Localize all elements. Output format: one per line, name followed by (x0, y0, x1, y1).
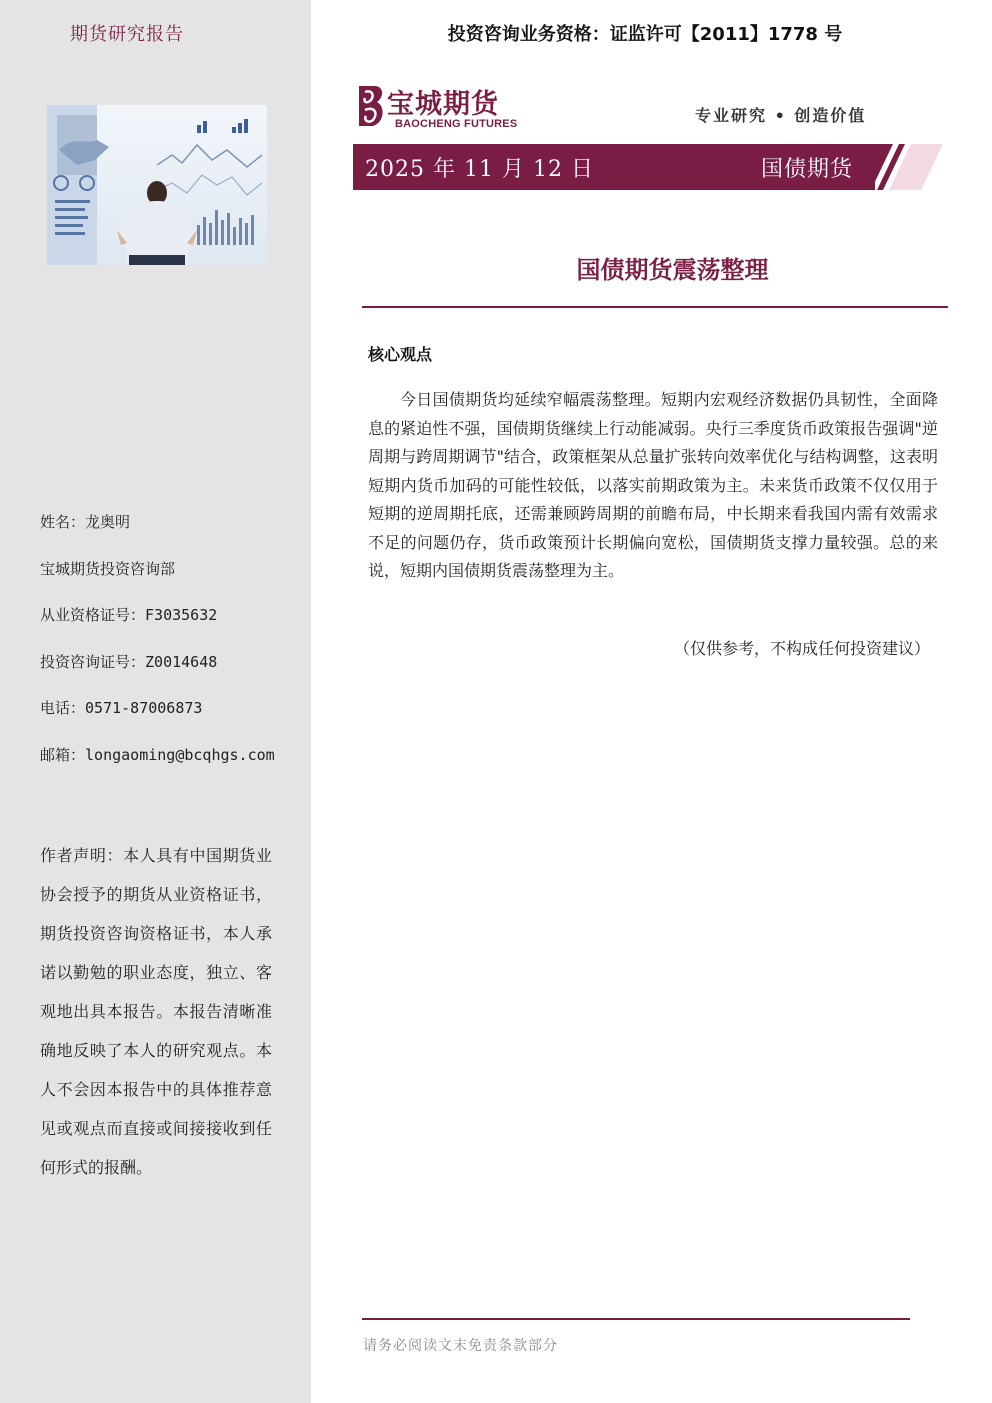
section-heading: 核心观点 (368, 345, 433, 364)
title-divider (362, 306, 948, 308)
author-name-row (40, 508, 290, 555)
report-type-label: 期货研究报告 (70, 24, 184, 45)
banner-stripes-decoration (853, 144, 943, 190)
qualification-number: F3035632 (145, 606, 218, 625)
report-title: 国债期货震荡整理 (576, 256, 769, 284)
author-name-label: 姓名： (40, 513, 86, 531)
businessman-chart-illustration (47, 105, 267, 265)
author-department-row (40, 555, 290, 602)
qualification-label: 从业资格证号： (40, 606, 146, 625)
phone-number: 0571-87006873 (85, 699, 203, 718)
author-info (40, 508, 290, 788)
phone-row (40, 694, 290, 741)
report-date: 2025 年 11 月 12 日 (365, 157, 594, 182)
phone-label: 电话： (40, 699, 86, 718)
consult-row (40, 648, 290, 695)
author-department: 宝城期货投资咨询部 (40, 559, 176, 578)
date-banner (353, 144, 943, 190)
email-address: longaoming@bcqhgs.com (85, 745, 275, 764)
sidebar (0, 0, 311, 1403)
consult-number: Z0014648 (145, 652, 218, 671)
footer-text: 请务必阅读文末免责条款部分 (363, 1338, 558, 1354)
company-logo (353, 82, 528, 132)
author-name: 龙奥明 (85, 513, 131, 531)
author-statement: 作者声明：本人具有中国期货业协会授予的期货从业资格证书，期货投资咨询资格证书，本人承诺以勤勉的职业态度，独立、客观地出具本报告。本报告清晰准确地反映了本人的研究观点。本人不会因本报告中的具体推荐意见或观点而直接或间接接收到任何形式的报酬。 (40, 846, 272, 1177)
consult-label: 投资咨询证号： (40, 652, 146, 671)
qualification-row (40, 601, 290, 648)
cover-image (47, 105, 267, 265)
report-category: 国债期货 (761, 157, 854, 182)
logo-chinese-name: 宝城期货 (387, 89, 499, 120)
email-row (40, 741, 290, 788)
footer-divider (362, 1318, 910, 1320)
license-statement: 投资咨询业务资格：证监许可【2011】1778 号 (447, 24, 843, 45)
disclaimer-note: （仅供参考，不构成任何投资建议） (673, 639, 930, 658)
logo-english-name: BAOCHENG FUTURES (395, 118, 518, 130)
email-label: 邮箱： (40, 745, 86, 764)
slogan: 专业研究 • 创造价值 (695, 106, 867, 125)
logo-mark-icon (353, 82, 387, 130)
report-body: 今日国债期货均延续窄幅震荡整理。短期内宏观经济数据仍具韧性，全面降息的紧迫性不强，国债期货继续上行动能减弱。央行三季度货币政策报告强调"逆周期与跨周期调节"结合，政策框架从总量扩张转向效率优化与结构调整，这表明短期内货币加码的可能性较低，以落实前期政策为主。未来货币政策不仅仅用于短期的逆周期托底，还需兼顾跨周期的前瞻布局，中长期来看我国内需有效需求不足的问题仍存，货币政策预计长期偏向宽松，国债期货支撑力量较强。总的来说，短期内国债期货震荡整理为主。 (368, 390, 938, 580)
